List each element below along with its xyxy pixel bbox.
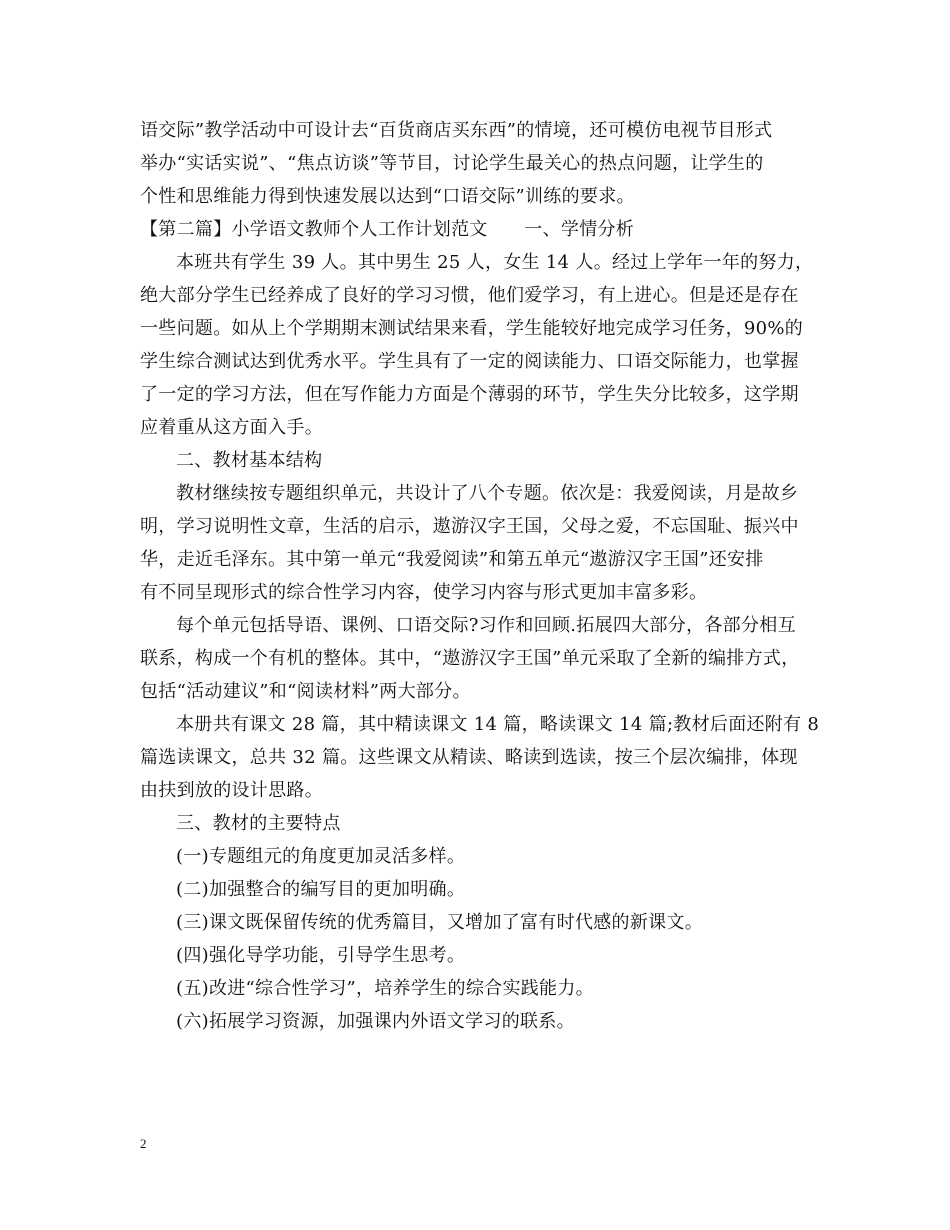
text-line: (二)加强整合的编写目的更加明确。 <box>176 879 466 900</box>
text-line: 绝大部分学生已经养成了良好的学习习惯，他们爱学习，有上进心。但是还是存在 <box>140 285 799 306</box>
text-line: 教材继续按专题组织单元，共设计了八个专题。依次是：我爱阅读，月是故乡 <box>176 483 799 504</box>
text-line: 每个单元包括导语、课例、口语交际?习作和回顾.拓展四大部分，各部分相互 <box>176 615 796 636</box>
text-line: 个性和思维能力得到快速发展以达到“口语交际”训练的要求。 <box>140 186 635 207</box>
text-line: 一些问题。如从上个学期期末测试结果来看，学生能较好地完成学习任务，90%的 <box>140 318 804 339</box>
document-body <box>140 114 820 1038</box>
text-line: 二、教材基本结构 <box>176 450 323 471</box>
text-line: (四)强化导学功能，引导学生思考。 <box>176 945 466 966</box>
text-line: 语交际”教学活动中可设计去“百货商店买东西”的情境，还可模仿电视节目形式 <box>140 120 773 141</box>
text-line: 有不同呈现形式的综合性学习内容，使学习内容与形式更加丰富多彩。 <box>140 582 708 603</box>
text-line: 华，走近毛泽东。其中第一单元“我爱阅读”和第五单元“遨游汉字王国”还安排 <box>140 549 764 570</box>
text-line: 联系，构成一个有机的整体。其中，“遨游汉字王国”单元采取了全新的编排方式， <box>140 648 800 669</box>
text-line: (三)课文既保留传统的优秀篇目，又增加了富有时代感的新课文。 <box>176 912 704 933</box>
text-line: 三、教材的主要特点 <box>176 813 341 834</box>
text-line: 篇选读课文，总共 32 篇。这些课文从精读、略读到选读，按三个层次编排，体现 <box>140 747 798 768</box>
text-line: 本班共有学生 39 人。其中男生 25 人，女生 14 人。经过上学年一年的努力， <box>176 252 814 273</box>
text-line: 由扶到放的设计思路。 <box>140 780 323 801</box>
text-line: 应着重从这方面入手。 <box>140 417 323 438</box>
page-number: 2 <box>140 1136 147 1151</box>
text-line: (五)改进“综合性学习”，培养学生的综合实践能力。 <box>176 978 594 999</box>
text-line: (六)拓展学习资源，加强课内外语文学习的联系。 <box>176 1011 575 1032</box>
text-line: 明，学习说明性文章，生活的启示，遨游汉字王国，父母之爱，不忘国耻、振兴中 <box>140 516 799 537</box>
text-line: 举办“实话实说”、“焦点访谈”等节目，讨论学生最关心的热点问题，让学生的 <box>140 153 764 174</box>
text-line: 了一定的学习方法，但在写作能力方面是个薄弱的环节，学生失分比较多，这学期 <box>140 384 799 405</box>
text-line: 【第二篇】小学语文教师个人工作计划范文 一、学情分析 <box>140 219 635 240</box>
text-line: 包括“活动建议”和“阅读材料”两大部分。 <box>140 681 471 702</box>
text-line: (一)专题组元的角度更加灵活多样。 <box>176 846 466 867</box>
text-line: 学生综合测试达到优秀水平。学生具有了一定的阅读能力、口语交际能力，也掌握 <box>140 351 799 372</box>
text-line: 本册共有课文 28 篇，其中精读课文 14 篇，略读课文 14 篇;教材后面还附有 8 <box>176 714 820 735</box>
